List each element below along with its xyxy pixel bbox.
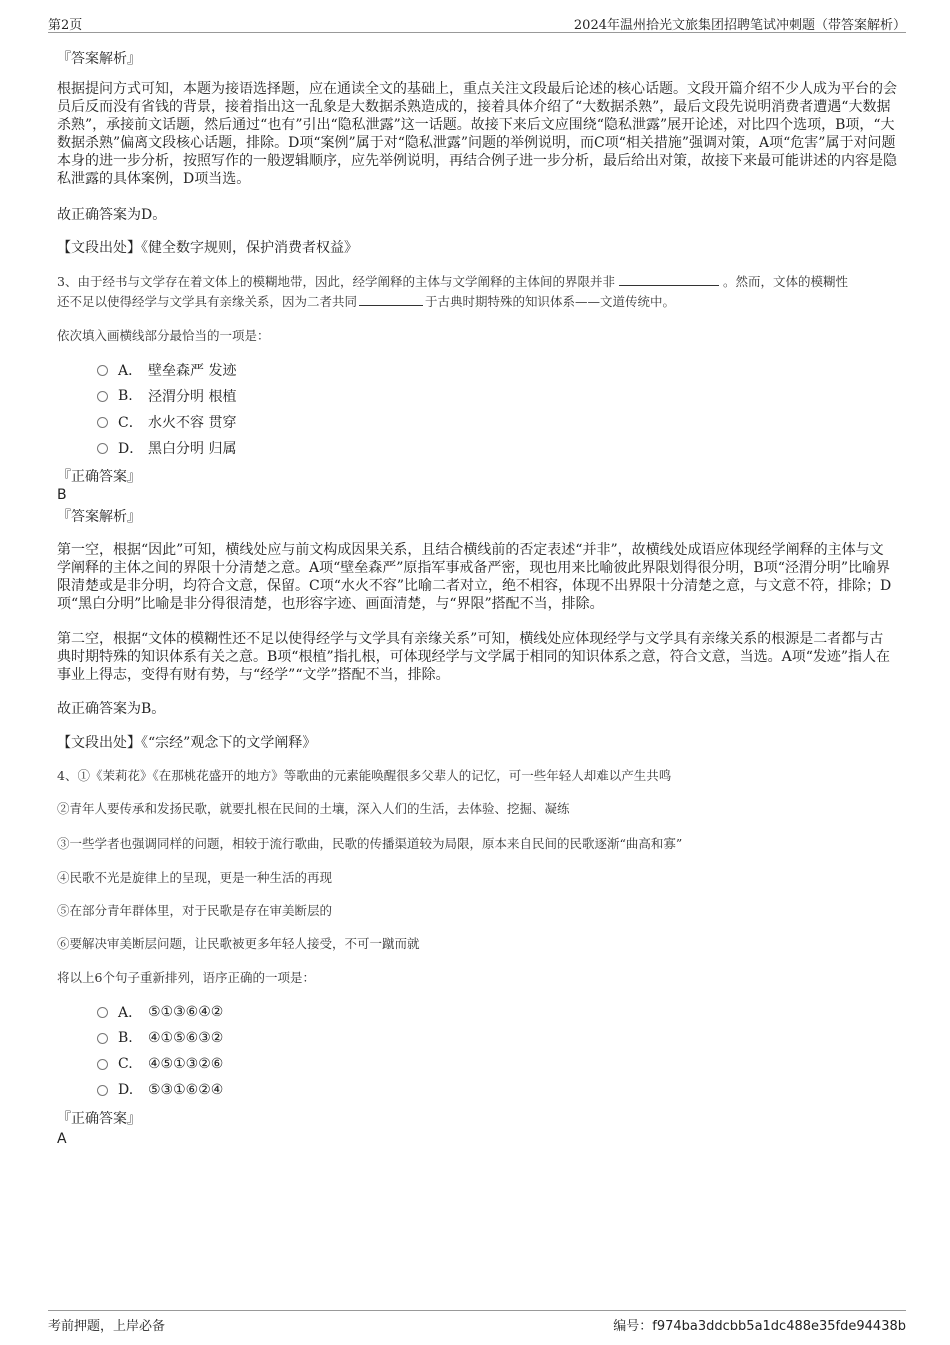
page-footer xyxy=(48,1310,906,1335)
q3-stem-c: 还不足以使得经学与文学具有亲缘关系，因为二者共同 xyxy=(57,294,358,309)
radio-icon[interactable] xyxy=(97,443,108,454)
q3-stem-a: 3、由于经书与文学存在着文体上的模糊地带，因此，经学阐释的主体与文学阐释的主体间的界限并非 xyxy=(57,274,615,289)
q4-answer-label: 『正确答案』 xyxy=(57,1111,141,1127)
q3-stem-b: 。然而，文体的模糊性 xyxy=(722,274,848,289)
radio-icon[interactable] xyxy=(97,417,108,428)
q4-option-d[interactable]: D. ⑤③①⑥②④ xyxy=(97,1080,223,1100)
q2-source: 【文段出处】《健全数字规则，保护消费者权益》 xyxy=(57,240,358,256)
q2-analysis-text: 根据提问方式可知，本题为接语选择题，应在通读全文的基础上，重点关注文段最后论述的核心话题。文段开篇介绍不少人成为平台的会员后反而没有省钱的背景，接着指出这一乱象是大数据杀熟造成的，接着具体介绍了“大数据杀熟”，最后文段先说明消费者遭遇“大数据杀熟”，承接前文话题，然后通过“也有”引出“隐私泄露”这一话题。故接下来后文应围绕“隐私泄露”展开论述，对比四个选项，B项，“大数据杀熟”偏离文段核心话题，排除。D项“案例”属于对“隐私泄露”问题的举例说明，而C项“相关措施”强调对策，A项“危害”属于对问题本身的进一步分析，按照写作的一般逻辑顺序，应先举例说明，再结合例子进一步分析，最后给出对策，故接下来最可能讲述的内容是隐私泄露的具体案例，D项当选。 xyxy=(57,81,897,187)
q3-answer-label: 『正确答案』 xyxy=(57,469,141,485)
radio-icon[interactable] xyxy=(97,1007,108,1018)
q3-stem xyxy=(57,272,897,312)
q4-sentence-5: ⑤在部分青年群体里，对于民歌是存在审美断层的 xyxy=(57,903,333,918)
q4-sentence-1: 4、①《茉莉花》《在那桃花盛开的地方》等歌曲的元素能唤醒很多父辈人的记忆，可一些年轻人却难以产生共鸣 xyxy=(57,768,672,783)
q2-conclusion: 故正确答案为D。 xyxy=(57,207,167,223)
page-number: 第2页 xyxy=(48,18,83,33)
q3-answer: B xyxy=(57,487,67,503)
q3-analysis-label: 『答案解析』 xyxy=(57,509,141,525)
q3-analysis-2: 第二空，根据“文体的模糊性还不足以使得经学与文学具有亲缘关系”可知，横线处应体现经学与文学具有亲缘关系的根源是二者都与古典时期特殊的知识体系有关之意。B项“根植”指扎根，可体现经学与文学属于相同的知识体系之意，符合文意，当选。A项“发迹”指人在事业上得志，变得有财有势，与“经学”“文学”搭配不当，排除。 xyxy=(57,631,891,683)
radio-icon[interactable] xyxy=(97,1033,108,1044)
q3-option-d[interactable]: D． 黑白分明 归属 xyxy=(97,438,236,458)
q2-analysis-label: 『答案解析』 xyxy=(57,51,141,67)
q4-sentence-3: ③一些学者也强调同样的问题，相较于流行歌曲，民歌的传播渠道较为局限，原本来自民间的民歌逐渐“曲高和寡” xyxy=(57,836,683,851)
q3-conclusion: 故正确答案为B。 xyxy=(57,701,166,717)
q4-prompt: 将以上6个句子重新排列，语序正确的一项是： xyxy=(57,970,315,985)
q4-option-b[interactable]: B. ④①⑤⑥③② xyxy=(97,1028,223,1048)
radio-icon[interactable] xyxy=(97,365,108,376)
footer-code-label: 编号： xyxy=(613,1319,653,1334)
q4-sentence-2: ②青年人要传承和发扬民歌，就要扎根在民间的土壤，深入人们的生活，去体验、挖掘、凝练 xyxy=(57,801,570,816)
q3-prompt: 依次填入画横线部分最恰当的一项是： xyxy=(57,328,270,343)
q3-option-b[interactable]: B. 泾渭分明 根植 xyxy=(97,386,236,406)
footer-code-value: f974ba3ddcbb5a1dc488e35fde94438b xyxy=(652,1319,906,1334)
footer-slogan: 考前押题，上岸必备 xyxy=(48,1319,166,1334)
q3-source: 【文段出处】《“宗经”观念下的文学阐释》 xyxy=(57,735,317,751)
q3-blank-1 xyxy=(619,273,719,286)
radio-icon[interactable] xyxy=(97,391,108,402)
q4-option-a[interactable]: A． ⑤①③⑥④② xyxy=(97,1002,223,1022)
footer-code xyxy=(613,1315,906,1334)
q3-stem-d: 于古典时期特殊的知识体系——文道传统中。 xyxy=(425,294,676,309)
q3-option-c[interactable]: C． 水火不容 贯穿 xyxy=(97,412,236,432)
q3-blank-2 xyxy=(359,293,423,306)
page-header xyxy=(48,12,906,33)
q3-analysis-1: 第一空，根据“因此”可知，横线处应与前文构成因果关系，且结合横线前的否定表述“并非”，故横线处成语应体现经学阐释的主体与文学阐释的主体之间的界限十分清楚之意。A项“壁垒森严”原指军事戒备严密，现也用来比喻彼此界限划得很分明，B项“泾渭分明”比喻界限清楚或是非分明，均符合文意，保留。C项“水火不容”比喻二者对立，绝不相容，体现不出界限十分清楚之意，与文意不符，排除；D项“黑白分明”比喻是非分得很清楚，也形容字迹、画面清楚，与“界限”搭配不当，排除。 xyxy=(57,542,892,612)
q4-option-c[interactable]: C. ④⑤①③②⑥ xyxy=(97,1054,223,1074)
q4-answer: A xyxy=(57,1131,67,1147)
radio-icon[interactable] xyxy=(97,1085,108,1096)
q4-sentence-6: ⑥要解决审美断层问题，让民歌被更多年轻人接受，不可一蹴而就 xyxy=(57,936,420,951)
document-title: 2024年温州拾光文旅集团招聘笔试冲刺题（带答案解析） xyxy=(573,18,906,33)
q3-option-a[interactable]: A． 壁垒森严 发迹 xyxy=(97,360,236,380)
q4-sentence-4: ④民歌不光是旋律上的呈现，更是一种生活的再现 xyxy=(57,870,333,885)
radio-icon[interactable] xyxy=(97,1059,108,1070)
